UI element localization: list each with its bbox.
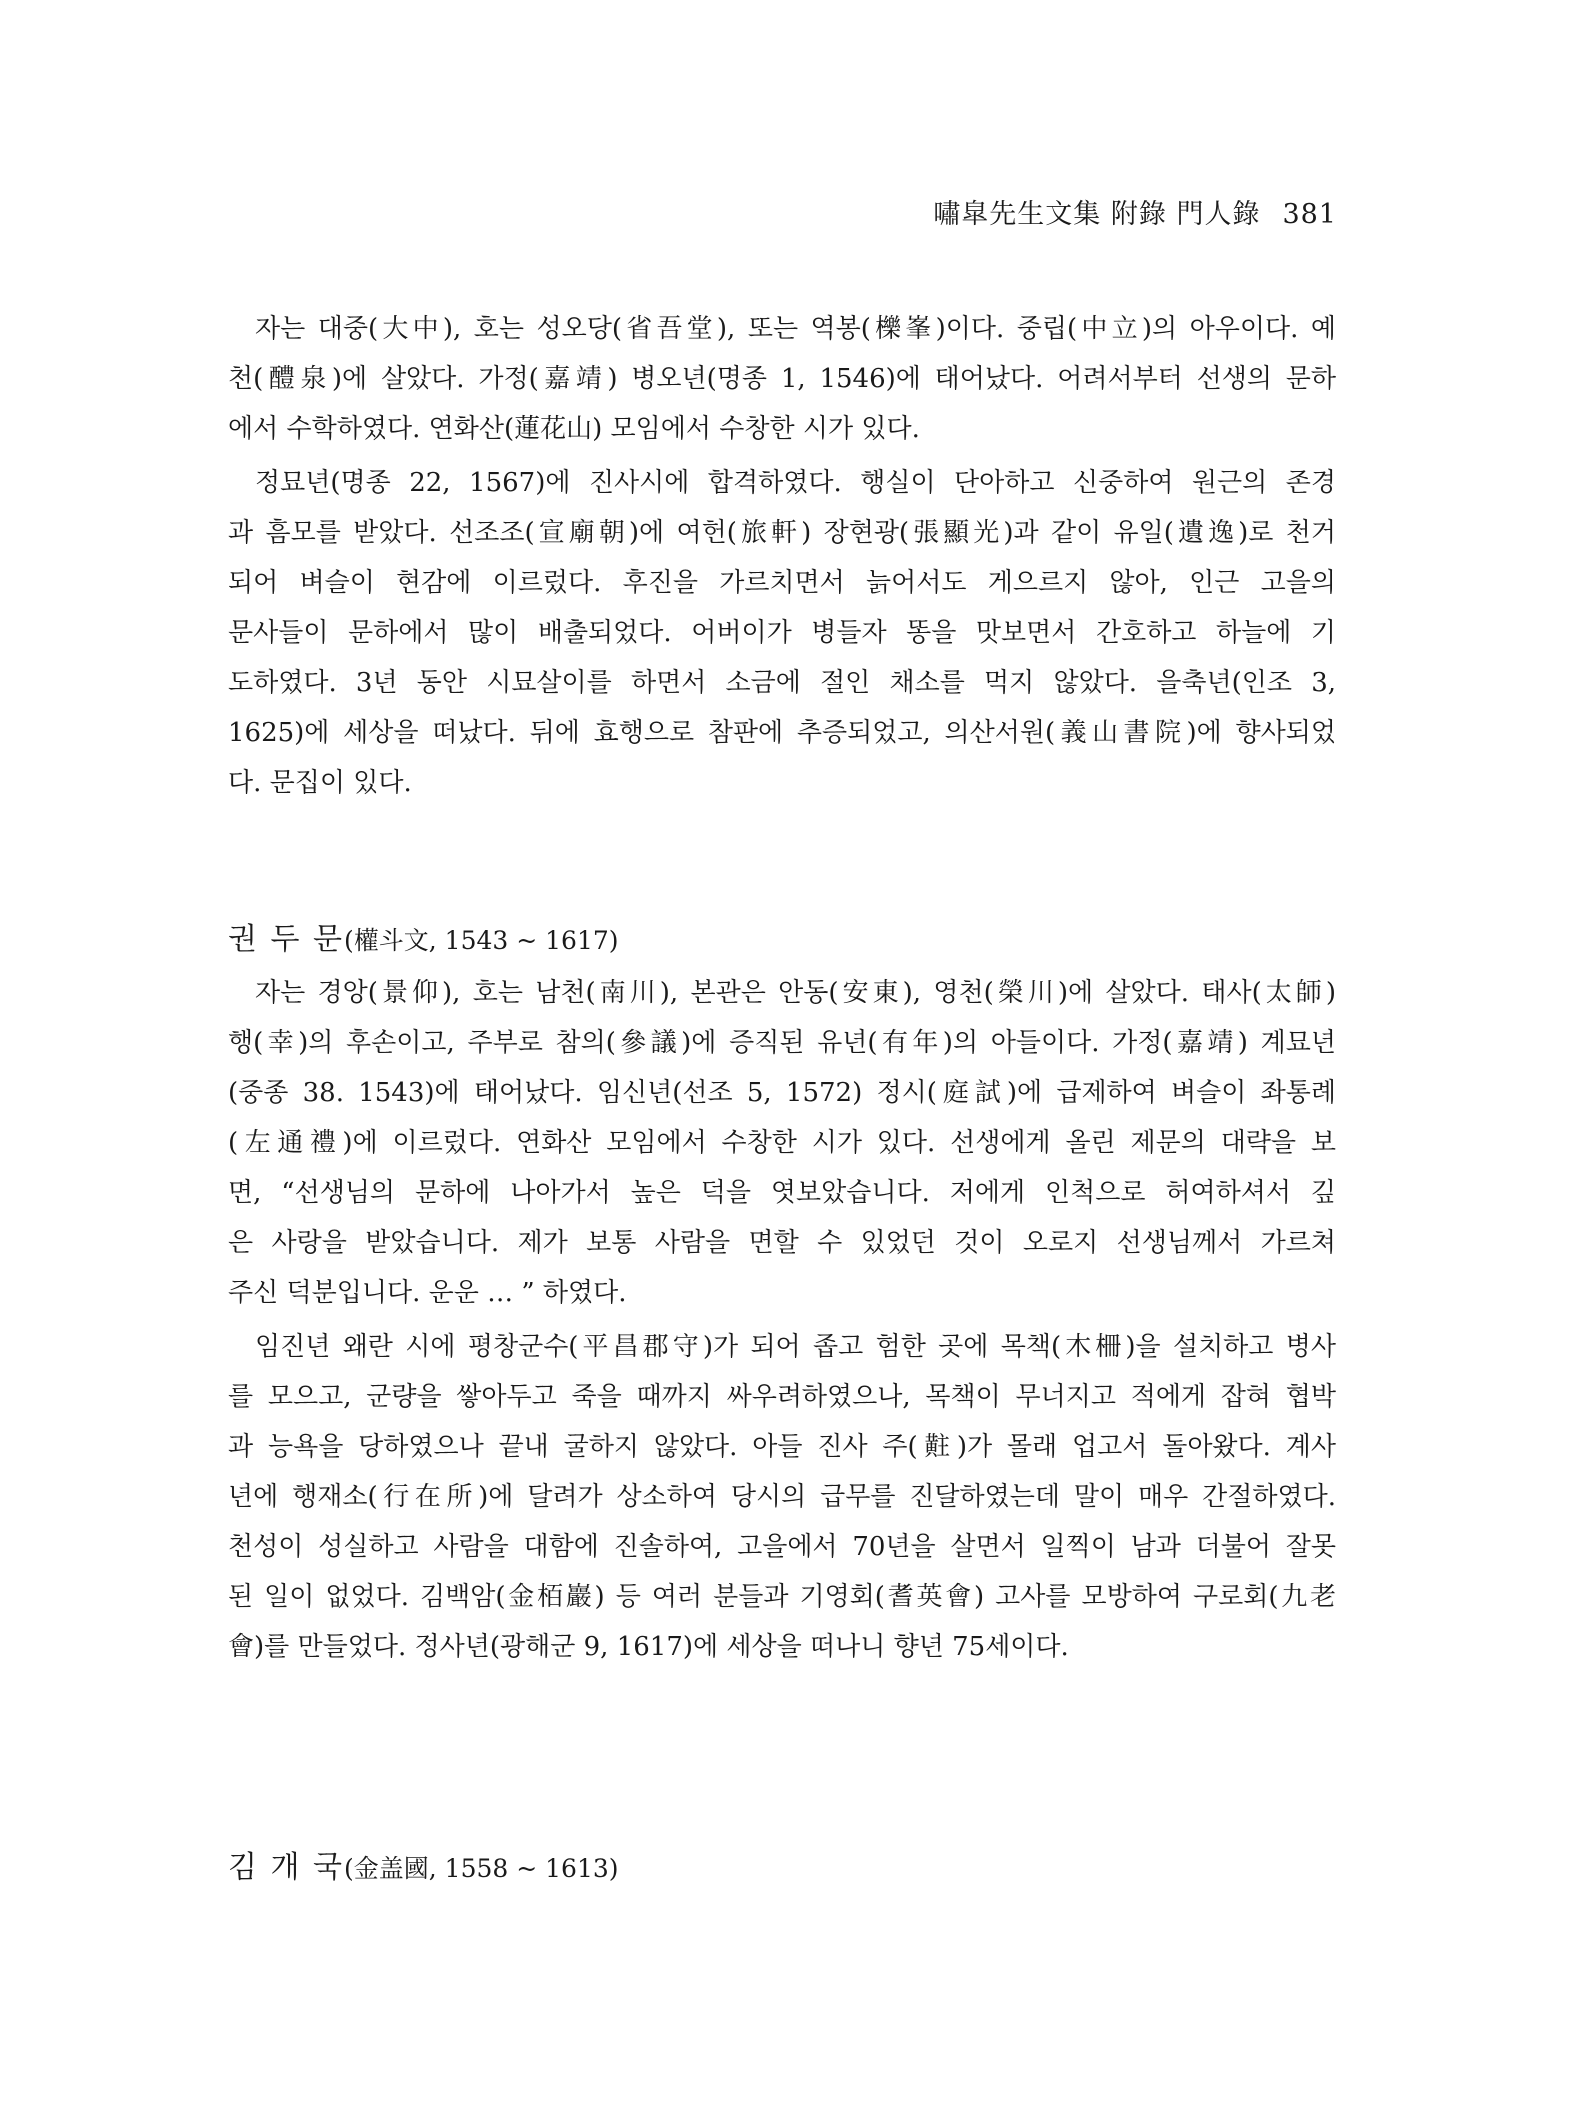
text-line: 자는 경앙(景仰), 호는 남천(南川), 본관은 안동(安東), 영천(榮川)에 살았다. 태사(太師) xyxy=(255,978,1336,1008)
text-line: 된 일이 없었다. 김백암(金栢巖) 등 여러 분들과 기영회(耆英會) 고사를 모방하여 구로회(九老 xyxy=(228,1582,1336,1612)
entry-heading-kim-gae-guk xyxy=(228,1842,619,1886)
text-line: 자는 대중(大中), 호는 성오당(省吾堂), 또는 역봉(櫟峯)이다. 중립(中立)의 아우이다. 예 xyxy=(255,314,1336,344)
entry-name: 권 두 문 xyxy=(228,922,345,957)
running-header xyxy=(933,192,1337,231)
entry-heading-kwon-du-mun xyxy=(228,914,619,958)
page-number: 381 xyxy=(1282,199,1337,230)
paragraph-4 xyxy=(228,1322,1336,1672)
text-line: 은 사랑을 받았습니다. 제가 보통 사람을 면할 수 있었던 것이 오로지 선생님께서 가르쳐 xyxy=(228,1228,1336,1258)
entry-detail: (權斗文, 1543 ~ 1617) xyxy=(344,926,619,955)
paragraph-3 xyxy=(228,968,1336,1318)
text-line: (左通禮)에 이르렀다. 연화산 모임에서 수창한 시가 있다. 선생에게 올린 제문의 대략을 보 xyxy=(228,1128,1336,1158)
text-line: 임진년 왜란 시에 평창군수(平昌郡守)가 되어 좁고 험한 곳에 목책(木柵)을 설치하고 병사 xyxy=(255,1332,1336,1362)
text-line: 에서 수학하였다. 연화산(蓮花山) 모임에서 수창한 시가 있다. xyxy=(228,414,920,444)
paragraph-2 xyxy=(228,458,1336,808)
text-line: 정묘년(명종 22, 1567)에 진사시에 합격하였다. 행실이 단아하고 신중하여 원근의 존경 xyxy=(255,468,1336,498)
text-line: 도하였다. 3년 동안 시묘살이를 하면서 소금에 절인 채소를 먹지 않았다. 을축년(인조 3, xyxy=(228,668,1336,698)
text-line: 행(幸)의 후손이고, 주부로 참의(參議)에 증직된 유년(有年)의 아들이다. 가정(嘉靖) 계묘년 xyxy=(228,1028,1336,1058)
text-line: 1625)에 세상을 떠났다. 뒤에 효행으로 참판에 추증되었고, 의산서원(義山書院)에 향사되었 xyxy=(228,718,1336,748)
text-line: 년에 행재소(行在所)에 달려가 상소하여 당시의 급무를 진달하였는데 말이 매우 간절하였다. xyxy=(228,1482,1336,1512)
paragraph-1 xyxy=(228,304,1336,454)
text-line: 과 능욕을 당하였으나 끝내 굴하지 않았다. 아들 진사 주(黈)가 몰래 업고서 돌아왔다. 계사 xyxy=(228,1432,1336,1462)
text-line: 주신 덕분입니다. 운운 … ” 하였다. xyxy=(228,1278,627,1308)
entry-name: 김 개 국 xyxy=(228,1850,345,1885)
text-line: 문사들이 문하에서 많이 배출되었다. 어버이가 병들자 똥을 맛보면서 간호하고 하늘에 기 xyxy=(228,618,1336,648)
text-line: 會)를 만들었다. 정사년(광해군 9, 1617)에 세상을 떠나니 향년 75세이다. xyxy=(228,1632,1069,1662)
header-title: 嘯皐先生文集 附錄 門人錄 xyxy=(933,199,1261,230)
text-line: 면, “선생님의 문하에 나아가서 높은 덕을 엿보았습니다. 저에게 인척으로 허여하셔서 깊 xyxy=(228,1178,1336,1208)
text-line: 천(醴泉)에 살았다. 가정(嘉靖) 병오년(명종 1, 1546)에 태어났다. 어려서부터 선생의 문하 xyxy=(228,364,1336,394)
text-line: (중종 38. 1543)에 태어났다. 임신년(선조 5, 1572) 정시(庭試)에 급제하여 벼슬이 좌통례 xyxy=(228,1078,1336,1108)
entry-detail: (金盖國, 1558 ~ 1613) xyxy=(344,1854,619,1883)
text-line: 다. 문집이 있다. xyxy=(228,768,412,798)
text-line: 천성이 성실하고 사람을 대함에 진솔하여, 고을에서 70년을 살면서 일찍이 남과 더불어 잘못 xyxy=(228,1532,1336,1562)
text-line: 과 흠모를 받았다. 선조조(宣廟朝)에 여헌(旅軒) 장현광(張顯光)과 같이 유일(遺逸)로 천거 xyxy=(228,518,1336,548)
text-line: 되어 벼슬이 현감에 이르렀다. 후진을 가르치면서 늙어서도 게으르지 않아, 인근 고을의 xyxy=(228,568,1336,598)
text-line: 를 모으고, 군량을 쌓아두고 죽을 때까지 싸우려하였으나, 목책이 무너지고 적에게 잡혀 협박 xyxy=(228,1382,1336,1412)
